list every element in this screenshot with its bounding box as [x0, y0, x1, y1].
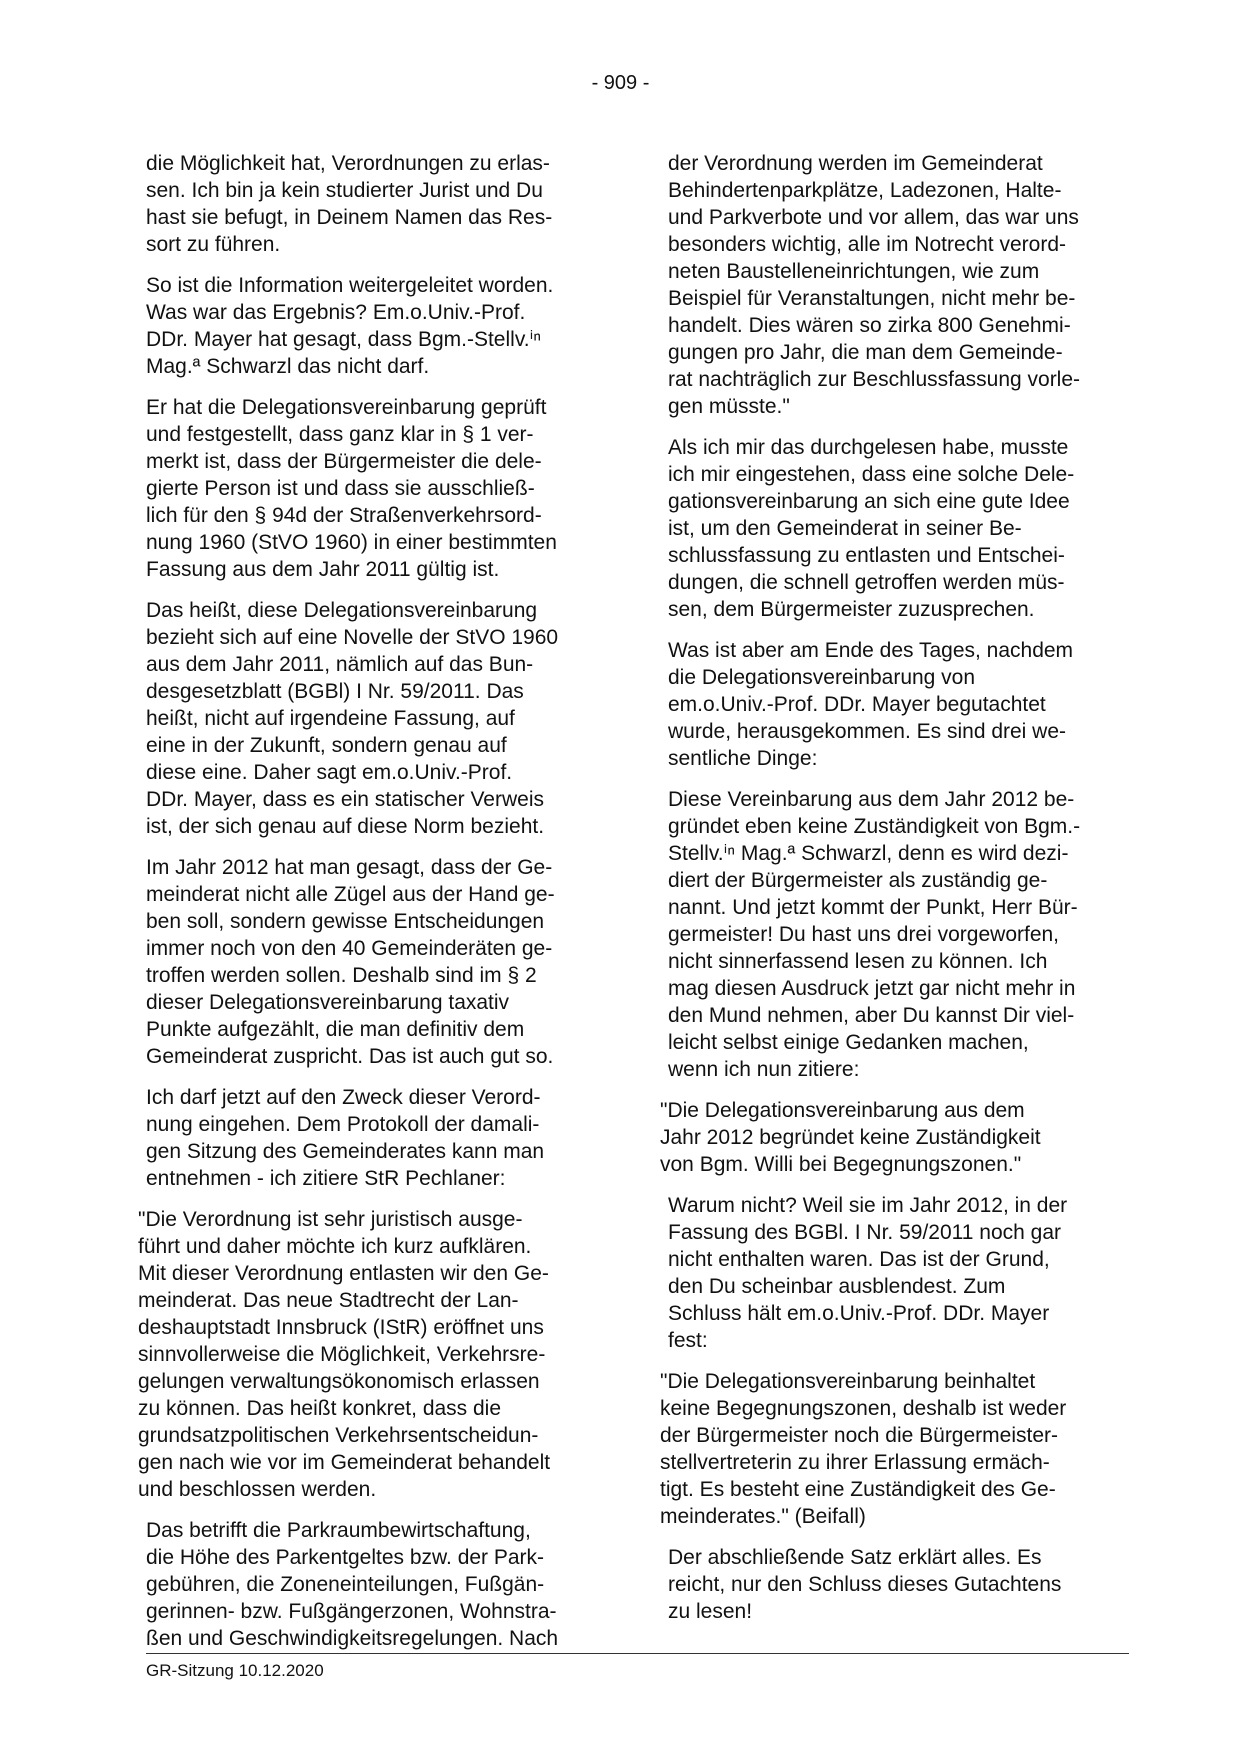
quote-paragraph: "Die Delegationsvereinbarung aus dem Jahr 2012 begründet keine Zuständigkeit von Bgm. Willi bei Begegnungszonen."	[660, 1099, 1041, 1176]
paragraph: Im Jahr 2012 hat man gesagt, dass der Ge- meinderat nicht alle Zügel aus der Hand ge- ben soll, sondern gewisse Entscheidungen immer noch von den 40 Gemeinderäten ge- troffen werden sollen. Deshalb sind im § 2 dieser Delegationsvereinbarung taxativ Punkte aufgezählt, die man definitiv dem Gemeinderat zuspricht. Das ist auch gut so.	[146, 856, 555, 1068]
footer-divider	[146, 1653, 1129, 1654]
paragraph: Das heißt, diese Delegationsvereinbarung bezieht sich auf eine Novelle der StVO 1960 aus dem Jahr 2011, nämlich auf das Bun- desgesetzblatt (BGBl) I Nr. 59/2011. Das heißt, nicht auf irgendeine Fassung, auf eine in der Zukunft, sondern genau auf diese eine. Daher sagt em.o.Univ.-Prof. DDr. Mayer, dass es ein statischer Verweis ist, der sich genau auf diese Norm bezieht.	[146, 599, 559, 838]
quote-paragraph: "Die Delegationsvereinbarung beinhaltet keine Begegnungszonen, deshalb ist weder der Bürgermeister noch die Bürgermeister- stellvertreterin zu ihrer Erlassung ermäch- tigt. Es besteht eine Zuständigkeit des Ge- meinderates." (Beifall)	[660, 1370, 1067, 1528]
paragraph: Warum nicht? Weil sie im Jahr 2012, in der Fassung des BGBl. I Nr. 59/2011 noch gar nicht enthalten waren. Das ist der Grund, den Du scheinbar ausblendest. Zum Schluss hält em.o.Univ.-Prof. DDr. Mayer fest:	[668, 1194, 1068, 1352]
quote-paragraph: "Die Verordnung ist sehr juristisch ausge- führt und daher möchte ich kurz aufklären. Mit dieser Verordnung entlasten wir den Ge- meinderat. Das neue Stadtrecht der Lan- deshauptstadt Innsbruck (IStR) eröffnet uns sinnvollerweise die Möglichkeit, Verkehrsre- gelungen verwaltungsökonomisch erlassen zu können. Das heißt konkret, dass die grundsatzpolitischen Verkehrsentscheidun- gen nach wie vor im Gemeinderat behandelt und beschlossen werden.	[138, 1208, 551, 1501]
paragraph: Was ist aber am Ende des Tages, nachdem die Delegationsvereinbarung von em.o.Univ.-Prof. DDr. Mayer begutachtet wurde, herausgekommen. Es sind drei we- sentliche Dinge:	[668, 639, 1074, 770]
paragraph: Das betrifft die Parkraumbewirtschaftung, die Höhe des Parkentgeltes bzw. der Park- gebühren, die Zoneneinteilungen, Fußgän- gerinnen- bzw. Fußgängerzonen, Wohnstra- ßen und Geschwindigkeitsregelungen. Nach	[146, 1519, 559, 1650]
right-column	[660, 150, 1130, 1639]
paragraph: der Verordnung werden im Gemeinderat Behindertenparkplätze, Ladezonen, Halte- und Parkverbote und vor allem, das war uns besonders wichtig, alle im Notrecht verord- neten Baustelleneinrichtungen, wie zum Beispiel für Veranstaltungen, nicht mehr be- handelt. Dies wären so zirka 800 Genehmi- gungen pro Jahr, die man dem Gemeinde- rat nachträglich zur Beschlussfassung vorle- gen müsste."	[668, 152, 1081, 418]
page-number: - 909 -	[591, 72, 650, 94]
paragraph: Der abschließende Satz erklärt alles. Es reicht, nur den Schluss dieses Gutachtens zu lesen!	[668, 1546, 1062, 1623]
paragraph: So ist die Information weitergeleitet worden. Was war das Ergebnis? Em.o.Univ.-Prof. DDr. Mayer hat gesagt, dass Bgm.-Stellv.ⁱⁿ Mag.ª Schwarzl das nicht darf.	[146, 274, 554, 378]
paragraph: Diese Vereinbarung aus dem Jahr 2012 be- gründet eben keine Zuständigkeit von Bgm.- Stellv.ⁱⁿ Mag.ª Schwarzl, denn es wird dezi- diert der Bürgermeister als zuständig ge- nannt. Und jetzt kommt der Punkt, Herr Bür- germeister! Du hast uns drei vorgeworfen, nicht sinnerfassend lesen zu können. Ich mag diesen Ausdruck jetzt gar nicht mehr in den Mund nehmen, aber Du kannst Dir viel- leicht selbst einige Gedanken machen, wenn ich nun zitiere:	[668, 788, 1081, 1081]
paragraph: die Möglichkeit hat, Verordnungen zu erlas- sen. Ich bin ja kein studierter Jurist und Du hast sie befugt, in Deinem Namen das Res- sort zu führen.	[146, 152, 553, 256]
paragraph: Als ich mir das durchgelesen habe, musste ich mir eingestehen, dass eine solche Dele- gationsvereinbarung an sich eine gute Idee ist, um den Gemeinderat in seiner Be- schlussfassung zu entlasten und Entschei- dungen, die schnell getroffen werden müs- sen, dem Bürgermeister zuzusprechen.	[668, 436, 1075, 621]
paragraph: Er hat die Delegationsvereinbarung geprüft und festgestellt, dass ganz klar in § 1 ver- merkt ist, dass der Bürgermeister die dele- gierte Person ist und dass sie ausschließ- lich für den § 94d der Straßenverkehrsord- nung 1960 (StVO 1960) in einer bestimmten Fassung aus dem Jahr 2011 gültig ist.	[146, 396, 557, 581]
footer-session-date: GR-Sitzung 10.12.2020	[146, 1661, 324, 1680]
paragraph: Ich darf jetzt auf den Zweck dieser Verord- nung eingehen. Dem Protokoll der damali- gen Sitzung des Gemeinderates kann man entnehmen - ich zitiere StR Pechlaner:	[146, 1086, 545, 1190]
left-column	[138, 150, 606, 1666]
